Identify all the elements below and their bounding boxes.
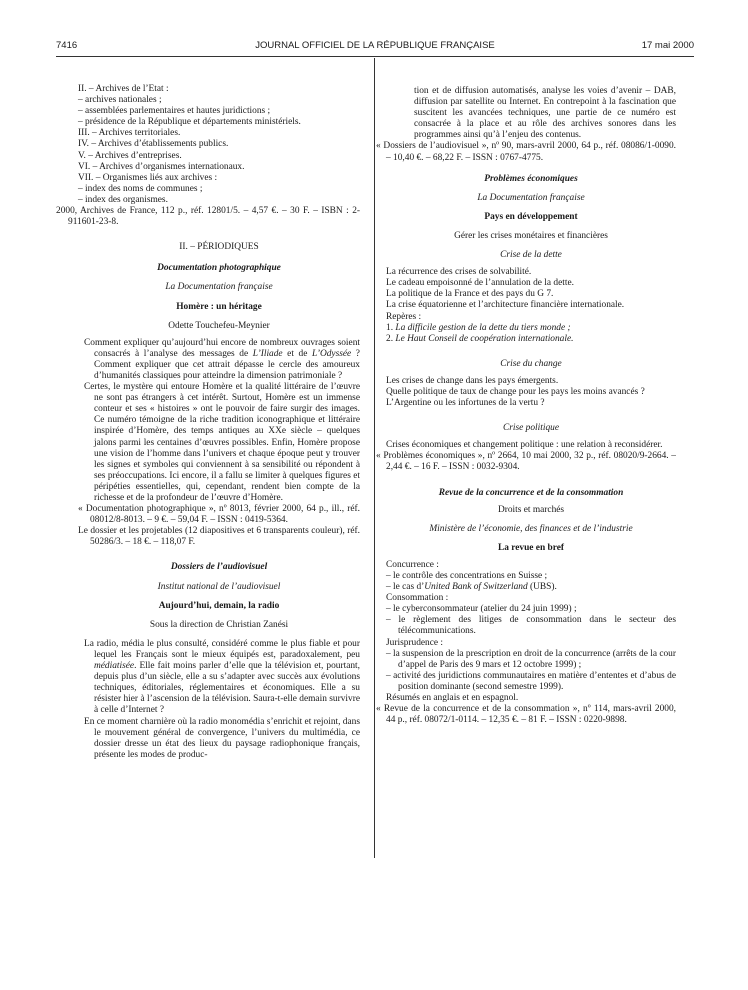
author-touchefeu: Odette Touchefeu-Meynier — [168, 320, 270, 331]
jurisprudence-label: Jurisprudence : — [386, 637, 444, 648]
section-documentation-photographique: Documentation photographique — [157, 263, 281, 274]
header-rule — [56, 56, 694, 57]
consommation-item: – le cyberconsommateur (atelier du 24 juin 1999) ; — [386, 604, 577, 615]
subtitle-crises: Gérer les crises monétaires et financières — [454, 230, 608, 241]
title-homere: Homère : un héritage — [176, 301, 262, 312]
dette-item: La crise équatorienne et l’architecture financière internationale. — [386, 300, 625, 311]
archives-head-6: VI. – Archives d’organismes internationaux. — [78, 161, 245, 172]
archives-reference: 2000, Archives de France, 112 p., réf. 12801/5. – 4,57 €. – 30 F. – ISBN : 2-911601-23-8. — [56, 206, 360, 228]
dette-item: La récurrence des crises de solvabilité. — [386, 267, 532, 278]
iliade-title: L’Iliade — [252, 348, 283, 359]
radio-paragraph-1: La radio, média le plus consulté, considéré comme le plus fiable et pour lequel les Français sont le mieux équipés est, paradoxalement, peu médiatisée. Elle fait moins parler d’elle que la télévision et, pourtant, depuis plus d’un siècle, elle a su s’adapter avec succès aux évolutions techniques, éditoriales, réglementaires et économiques. Elle a su résister hier à l’ascension de la télévision. Saura-t-elle demain survivre à celle d’Internet ? — [84, 638, 360, 716]
section-dossiers-audiovisuel: Dossiers de l’audiovisuel — [170, 562, 268, 573]
archives-head-2: II. – Archives de l’Etat : — [78, 84, 169, 94]
title-pays-developpement: Pays en développement — [484, 211, 578, 222]
section-revue-concurrence: Revue de la concurrence et de la consommation — [438, 487, 624, 498]
change-item: L’Argentine ou les infortunes de la vertu ? — [386, 398, 545, 409]
column-divider — [374, 58, 375, 858]
title-revue-bref: La revue en bref — [497, 542, 565, 553]
periodiques-heading: II. – PÉRIODIQUES — [179, 242, 259, 253]
radio-paragraph-continued: tion et de diffusion automatisés, analyse les voies d’avenir – DAB, diffusion par satellite ou Internet. En contrepoint à la fascination que suscitent les avancées techniques, une partie de ce numéro est consacrée à la place et au rôle des archives sonores dans les programmes ainsi qu’à l’enjeu des contenus. — [414, 86, 676, 141]
odyssee-title: L’Odyssée — [311, 348, 352, 359]
concurrence-label: Concurrence : — [386, 559, 439, 570]
revue-reference: « Revue de la concurrence et de la consommation », nº 114, mars-avril 2000, 44 p., réf. 08072/1-0114. – 12,35 €. – 81 F. – ISSN : 0220-9898. — [376, 704, 676, 726]
archives-head-7: VII. – Organismes liés aux archives : — [78, 172, 218, 183]
archives-head-5: V. – Archives d’entreprises. — [78, 150, 182, 161]
consommation-item: – le règlement des litiges de consommation dans le secteur des télécommunications. — [386, 615, 676, 637]
publisher-ministere: Ministère de l’économie, des finances et de l’industrie — [429, 523, 633, 534]
repere-item: 2. Le Haut Conseil de coopération internationale. — [386, 333, 574, 344]
heading-crise-dette: Crise de la dette — [500, 250, 562, 261]
archives-item: – présidence de la République et départements ministériels. — [78, 117, 301, 128]
jurisprudence-item: – la suspension de la prescription en droit de la concurrence (arrêts de la cour d’appel de Paris des 9 mars et 12 octobre 1999) ; — [386, 648, 676, 670]
concurrence-item: – le cas d’United Bank of Switzerland (UBS). — [386, 582, 557, 593]
consommation-label: Consommation : — [386, 593, 449, 604]
dette-item: Le cadeau empoisonné de l’annulation de la dette. — [386, 278, 574, 289]
heading-crise-politique: Crise politique — [503, 423, 559, 434]
journal-title: JOURNAL OFFICIEL DE LA RÉPUBLIQUE FRANÇAISE — [255, 40, 495, 51]
change-item: Quelle politique de taux de change pour les pays les moins avancés ? — [386, 386, 645, 397]
archives-item: – index des noms de communes ; — [78, 183, 203, 194]
jurisprudence-item: – activité des juridictions communautaires en matière d’ententes et d’abus de position dominante (second semestre 1999). — [386, 670, 676, 692]
concurrence-item: – le contrôle des concentrations en Suisse ; — [386, 571, 548, 581]
radio-paragraph-2: En ce moment charnière où la radio monomédia s’enrichit et rejoint, dans le mouvement général de convergence, l’univers du multimédia, ce dossier dresse un état des lieux du paysage radiophonique français, présente les modes de produc- — [84, 716, 360, 760]
archives-item: – index des organismes. — [78, 194, 168, 205]
heading-crise-change: Crise du change — [500, 358, 562, 369]
page-header — [56, 40, 694, 54]
page-number: 7416 — [56, 40, 78, 51]
repere-item: 1. La difficile gestion de la dette du tiers monde ; — [386, 322, 571, 333]
archives-item: – archives nationales ; — [78, 95, 162, 106]
reperes-label: Repères : — [386, 311, 422, 322]
mediatisee-word: médiatisée — [94, 661, 135, 672]
politique-item: Crises économiques et changement politique : une relation à reconsidérer. — [386, 440, 663, 451]
archives-head-4: IV. – Archives d’établissements publics. — [78, 139, 229, 150]
title-radio: Aujourd’hui, demain, la radio — [158, 600, 280, 611]
section-problemes-economiques: Problèmes économiques — [484, 173, 578, 184]
archives-head-3: III. – Archives territoriales. — [78, 128, 181, 139]
homere-paragraph-2: Certes, le mystère qui entoure Homère et la qualité littéraire de l’œuvre ne sont pas étrangers à cet intérêt. Surtout, Homère est un immense conteur et ses « histoires » ont le pouvoir de faire surgir des images. Ce numéro témoigne de la riche tradition iconographique et littéraire inspirée d’Homère, des temps antiques au XXe siècle – quelques jalons parmi les centaines d’œuvres possibles. Enfin, Homère propose une vision de l’homme dans l’univers et chaque époque peut y trouver les signes et symboles qui conviennent à sa sensibilité ou répondent à ses préoccupations. Ici encore, il a fallu se limiter à quelques figures et péripéties essentielles, qui, cependant, rendent bien compte de la richesse et de la profondeur de l’œuvre d’Homère. — [84, 382, 360, 503]
homere-paragraph-1: Comment expliquer qu’aujourd’hui encore de nombreux ouvrages soient consacrés à l’analyse des messages de L’Iliade et de L’Odyssée ? Comment expliquer que cet attrait dépasse le cercle des amoureux d’humanités classiques pour atteindre la dimension patrimoniale ? — [84, 337, 360, 381]
publisher-documentation-francaise: La Documentation française — [477, 192, 585, 203]
resumes-note: Résumés en anglais et en espagnol. — [386, 693, 519, 704]
problemes-reference: « Problèmes économiques », nº 2664, 10 mai 2000, 32 p., réf. 08020/9-2664. – 2,44 €. – 16 F. – ISSN : 0032-9304. — [376, 451, 676, 473]
homere-reference-2: Le dossier et les projetables (12 diapositives et 6 transparents couleur), réf. 50286/3. – 18 €. – 118,07 F. — [78, 526, 360, 548]
left-column — [56, 84, 360, 761]
author-zanesi: Sous la direction de Christian Zanési — [149, 619, 289, 630]
publisher-ina: Institut national de l’audiovisuel — [157, 581, 281, 592]
archives-item: – assemblées parlementaires et hautes juridictions ; — [78, 106, 271, 117]
change-item: Les crises de change dans les pays émergents. — [386, 375, 559, 386]
homere-reference: « Documentation photographique », nº 8013, février 2000, 64 p., ill., réf. 08012/8-8013. – 9 €. – 59,04 F. – ISSN : 0419-5364. — [78, 504, 360, 526]
audiovisuel-reference: « Dossiers de l’audiovisuel », nº 90, mars-avril 2000, 64 p., réf. 08086/1-0090. – 10,40 €. – 68,22 F. – ISSN : 0767-4775. — [376, 141, 676, 163]
issue-date: 17 mai 2000 — [641, 40, 694, 51]
subtitle-droits-marches: Droits et marchés — [497, 504, 565, 515]
publisher-documentation-francaise: La Documentation française — [165, 282, 273, 293]
right-column — [376, 86, 676, 726]
dette-item: La politique de la France et des pays du G 7. — [386, 289, 554, 300]
